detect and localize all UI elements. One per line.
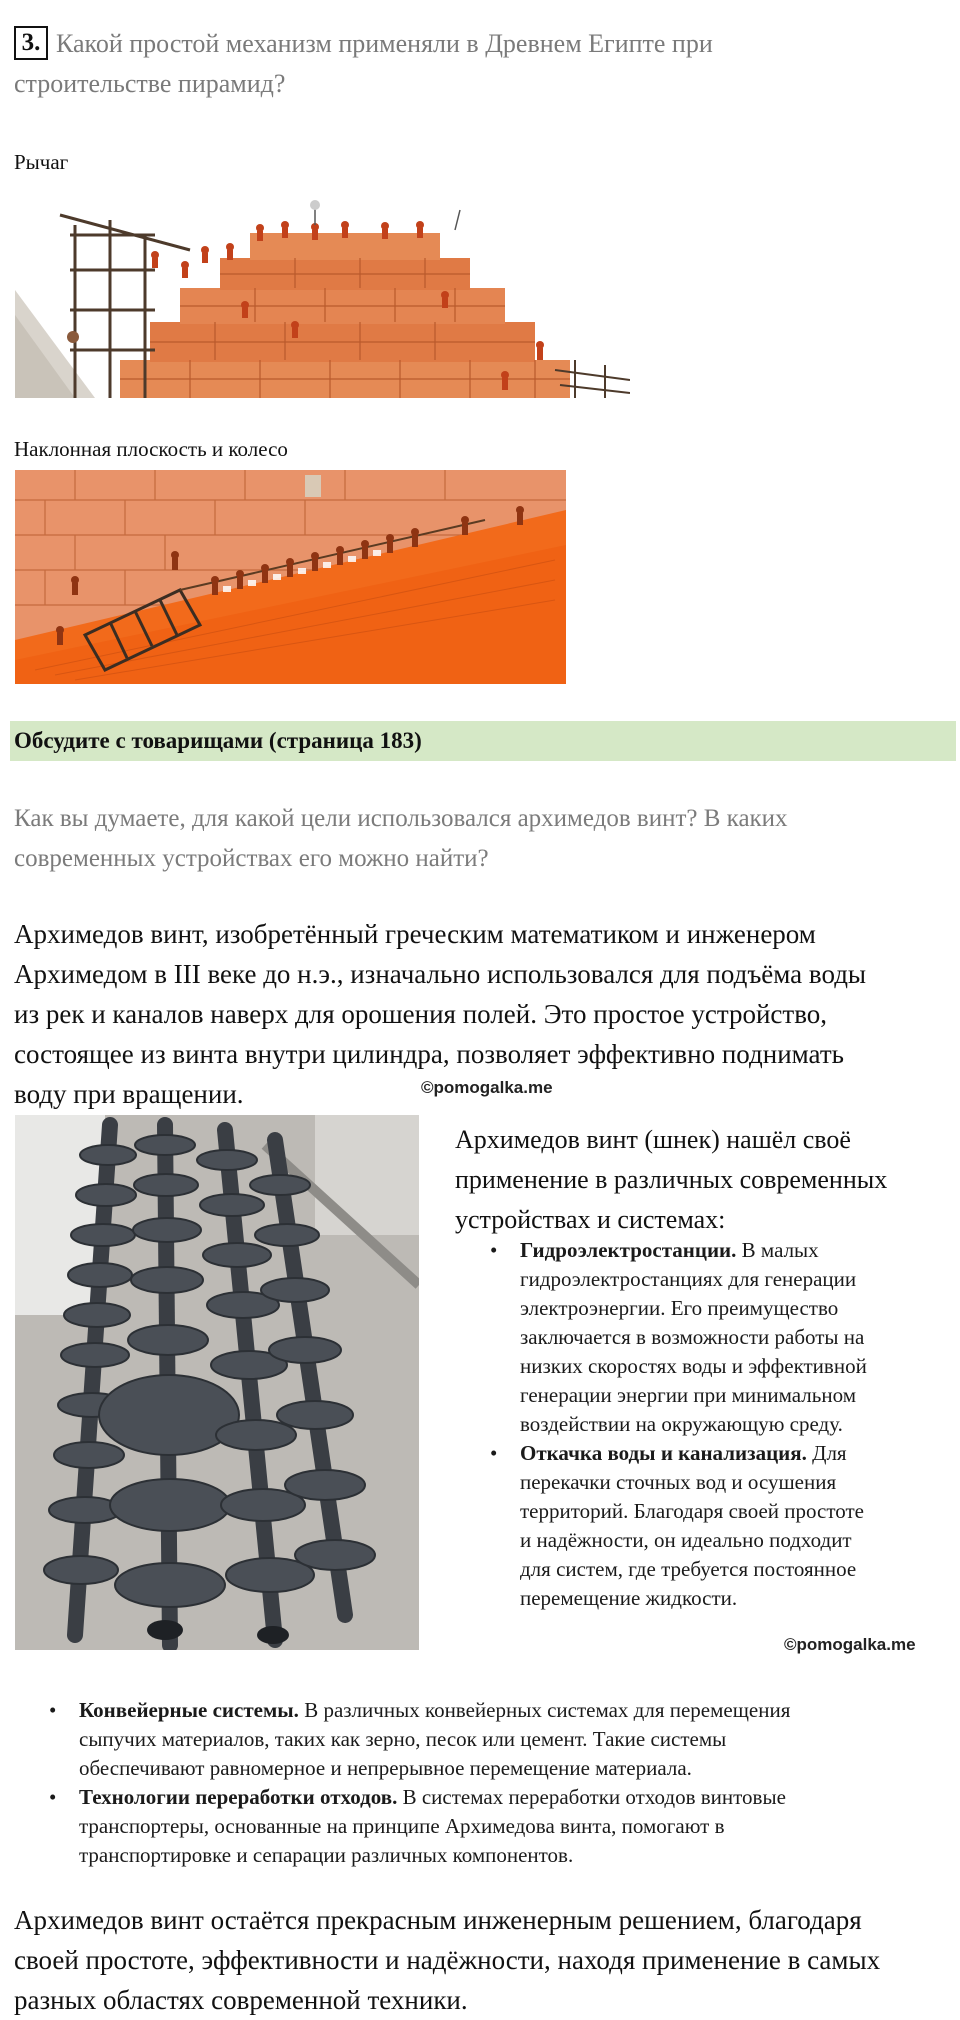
intro-line-1: Архимедов винт, изобретённый греческим математиком и инженером bbox=[14, 919, 816, 949]
list-item bbox=[49, 1696, 949, 1783]
list-item bbox=[490, 1236, 950, 1439]
item-text: В системах переработки отходов винтовые bbox=[397, 1785, 786, 1809]
item-text: транспортировке и сепарации различных компонентов. bbox=[79, 1843, 574, 1867]
intro-line-5: воду при вращении. bbox=[14, 1079, 244, 1109]
bottom-list bbox=[49, 1696, 949, 1870]
item-text: низких скоростях воды и эффективной bbox=[520, 1354, 867, 1378]
caption-lever: Рычаг bbox=[14, 150, 69, 174]
bullet-icon: • bbox=[49, 1698, 57, 1722]
item-text: перекачки сточных вод и осушения bbox=[520, 1470, 837, 1494]
item-text: обеспечивают равномерное и непрерывное перемещение материала. bbox=[79, 1756, 692, 1780]
item-text: транспортеры, основанные на принципе Архимедова винта, помогают в bbox=[79, 1814, 725, 1838]
pyramid-lever-image bbox=[15, 195, 630, 398]
side-line-1: Архимедов винт (шнек) нашёл своё bbox=[455, 1125, 851, 1154]
side-list bbox=[490, 1236, 950, 1613]
watermark-bottom: ©pomogalka.me bbox=[784, 1635, 916, 1654]
list-item bbox=[49, 1783, 949, 1870]
watermark-top: ©pomogalka.me bbox=[421, 1078, 553, 1097]
item-term: Технологии переработки отходов. bbox=[79, 1785, 398, 1809]
item-term: Конвейерные системы. bbox=[79, 1698, 299, 1722]
side-line-3: устройствах и системах: bbox=[455, 1205, 726, 1234]
item-text: заключается в возможности работы на bbox=[520, 1325, 865, 1349]
question-line-1 bbox=[14, 24, 944, 64]
question-line-2: строительстве пирамид? bbox=[14, 69, 286, 98]
conclusion-line-2: своей простоте, эффективности и надёжности, находя применение в самых bbox=[14, 1945, 881, 1975]
item-text: воздействии на окружающую среду. bbox=[520, 1412, 843, 1436]
side-line-2: применение в различных современных bbox=[455, 1165, 888, 1194]
item-text: для систем, где требуется постоянное bbox=[520, 1557, 857, 1581]
list-item bbox=[490, 1439, 950, 1613]
item-text: перемещение жидкости. bbox=[520, 1586, 738, 1610]
item-text: и надёжности, он идеально подходит bbox=[520, 1528, 852, 1552]
item-term: Гидроэлектростанции. bbox=[520, 1238, 737, 1262]
bullet-icon: • bbox=[490, 1238, 498, 1262]
bullet-icon: • bbox=[490, 1441, 498, 1465]
item-text: гидроэлектростанциях для генерации bbox=[520, 1267, 857, 1291]
item-text: электроэнергии. Его преимущество bbox=[520, 1296, 839, 1320]
conclusion-line-1: Архимедов винт остаётся прекрасным инженерным решением, благодаря bbox=[14, 1905, 862, 1935]
item-text: генерации энергии при минимальном bbox=[520, 1383, 856, 1407]
item-term: Откачка воды и канализация. bbox=[520, 1441, 807, 1465]
intro-line-3: из рек и каналов наверх для орошения полей. Это простое устройство, bbox=[14, 999, 828, 1029]
discuss-question-line-1: Как вы думаете, для какой цели использовался архимедов винт? В каких bbox=[14, 805, 788, 832]
section-header: Обсудите с товарищами (страница 183) bbox=[10, 721, 956, 761]
item-text: В малых bbox=[736, 1238, 819, 1262]
caption-incline: Наклонная плоскость и колесо bbox=[14, 437, 288, 461]
item-text: сыпучих материалов, таких как зерно, песок или цемент. Такие системы bbox=[79, 1727, 727, 1751]
question-text-1: Какой простой механизм применяли в Древнем Египте при bbox=[56, 29, 713, 58]
bullet-icon: • bbox=[49, 1785, 57, 1809]
question-number: 3. bbox=[14, 26, 48, 60]
inclined-plane-image bbox=[15, 470, 566, 684]
intro-line-2: Архимедом в III веке до н.э., изначально использовался для подъёма воды bbox=[14, 959, 867, 989]
item-text: территорий. Благодаря своей простоте bbox=[520, 1499, 864, 1523]
item-text: Для bbox=[806, 1441, 847, 1465]
screw-conveyor-image bbox=[15, 1115, 419, 1650]
conclusion-line-3: разных областях современной техники. bbox=[14, 1985, 468, 2015]
discuss-question-line-2: современных устройствах его можно найти? bbox=[14, 845, 489, 872]
intro-line-4: состоящее из винта внутри цилиндра, позволяет эффективно поднимать bbox=[14, 1039, 844, 1069]
item-text: В различных конвейерных системах для перемещения bbox=[298, 1698, 791, 1722]
